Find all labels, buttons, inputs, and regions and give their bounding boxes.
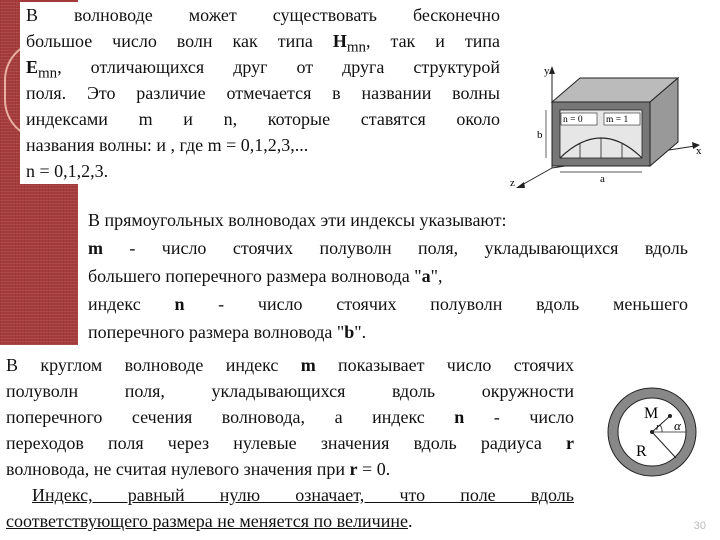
point-m-label: M xyxy=(644,405,659,422)
h-mode-symbol: H xyxy=(332,31,347,51)
p1-line-3: $E_{mn}$, отличающихся друг от друга структурой xyxy=(26,57,500,82)
circular-waveguide-figure xyxy=(600,382,712,482)
p3-line-6: Индекс, равный нулю означает, что поле вдоль xyxy=(32,485,574,505)
p1-line-1: В волноводе может существовать бесконечно xyxy=(26,5,500,25)
p2-line-2: m - число стоячих полуволн поля, укладывающихся вдоль xyxy=(88,238,688,258)
p2-line-5: поперечного размера волновода "b". xyxy=(88,322,367,342)
radius-r-label: r xyxy=(656,422,660,433)
paragraph-mode-types xyxy=(20,2,500,184)
p1-line-4: поля. Это различие отмечается в названии волны xyxy=(26,83,500,103)
angle-alpha-label: α xyxy=(674,418,681,433)
p3-line-4: переходов поля через нулевые значения вдоль радиуса r xyxy=(6,433,574,453)
p3-line-3: поперечного сечения волновода, а индекс n - число xyxy=(6,407,574,427)
p3-line-5: волновода, не считая нулевого значения при r = 0. xyxy=(6,459,391,479)
radius-R-label: R xyxy=(636,443,647,460)
x-axis-label: x xyxy=(696,145,702,157)
p3-line-2: полуволн поля, укладывающихся вдоль окружности xyxy=(6,381,574,401)
p2-line-1: В прямоугольных волноводах эти индексы указывают: xyxy=(88,210,507,230)
z-axis-label: z xyxy=(510,177,515,189)
m-index-label: m = 1 xyxy=(606,115,629,125)
slide-number: 30 xyxy=(693,520,706,532)
paragraph-circular-indices xyxy=(6,352,574,534)
y-axis-label: y xyxy=(544,65,550,77)
p1-line-5: индексами m и n, которые ставятся около xyxy=(26,109,500,129)
n-index-label: n = 0 xyxy=(563,115,583,125)
p1-line-6: названия волны: и , где m = 0,1,2,3,... xyxy=(26,135,309,155)
e-mode-symbol: E xyxy=(26,57,39,77)
dimension-b-label: b xyxy=(537,129,543,141)
p3-line-1: В круглом волноводе индекс m показывает число стоячих xyxy=(6,355,574,375)
p3-line-7: соответствующего размера не меняется по величине. xyxy=(6,511,413,531)
rectangular-waveguide-figure xyxy=(500,58,712,198)
p2-line-4: индекс n - число стоячих полуволн вдоль меньшего xyxy=(88,294,688,314)
p1-line-7: n = 0,1,2,3. xyxy=(26,161,109,181)
paragraph-rectangular-indices xyxy=(88,207,688,347)
p1-line-2: большое число волн как типа $H_{mn}$, так и типа xyxy=(26,31,501,56)
dimension-a-label: a xyxy=(600,173,605,185)
p2-line-3: большего поперечного размера волновода "а", xyxy=(88,266,443,286)
